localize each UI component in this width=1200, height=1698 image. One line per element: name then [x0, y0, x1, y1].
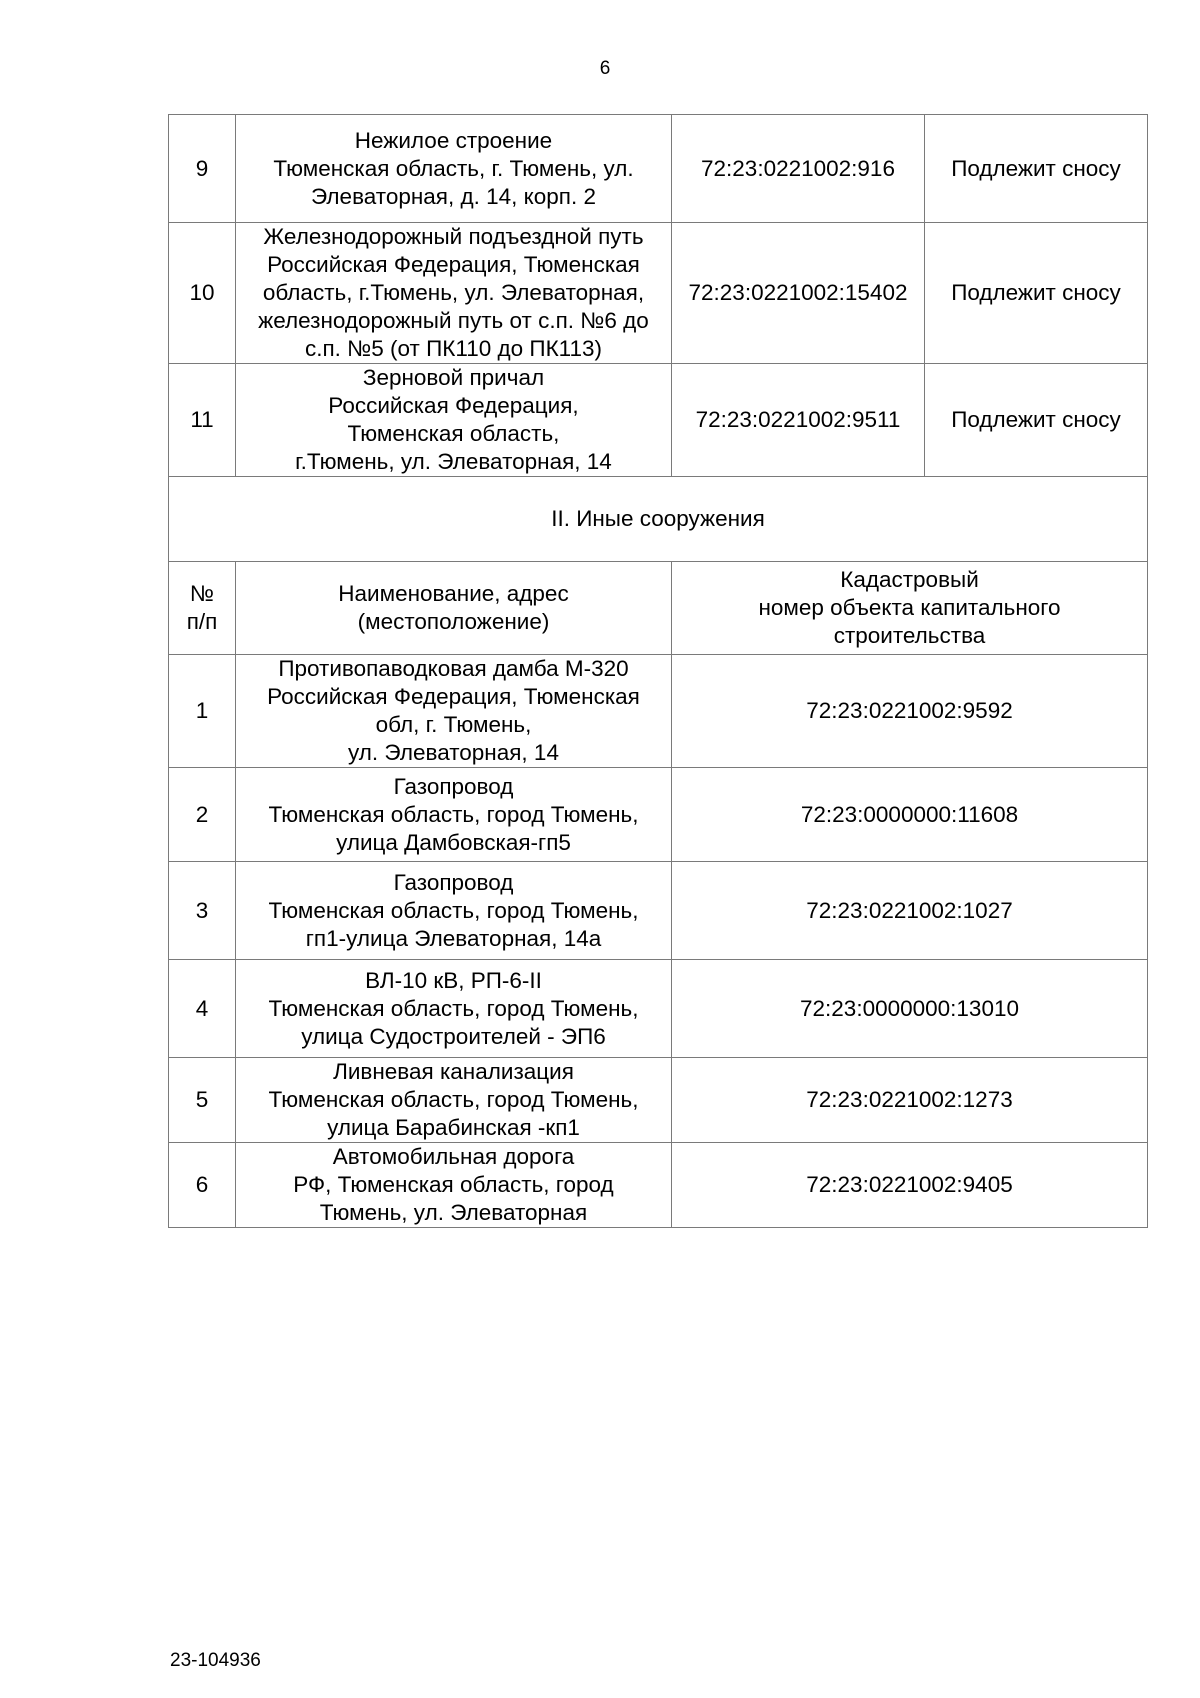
object-status: Подлежит сносу — [925, 364, 1148, 477]
object-name-address: Газопровод Тюменская область, город Тюмень, гп1-улица Элеваторная, 14а — [236, 862, 672, 960]
row-number: 6 — [169, 1143, 236, 1228]
object-name-address: Газопровод Тюменская область, город Тюмень, улица Дамбовская-гп5 — [236, 768, 672, 862]
row-number: 3 — [169, 862, 236, 960]
table-row — [169, 223, 1148, 364]
header-name-address: Наименование, адрес (местоположение) — [236, 562, 672, 655]
object-name-address: Противопаводковая дамба М-320 Российская Федерация, Тюменская обл, г. Тюмень, ул. Элеваторная, 14 — [236, 655, 672, 768]
cadastral-number: 72:23:0221002:9592 — [672, 655, 1148, 768]
cadastral-number: 72:23:0221002:1273 — [672, 1058, 1148, 1143]
table-row — [169, 115, 1148, 223]
row-number: 5 — [169, 1058, 236, 1143]
cadastral-number: 72:23:0221002:9511 — [672, 364, 925, 477]
row-number: 11 — [169, 364, 236, 477]
header-cadastral: Кадастровый номер объекта капитального строительства — [672, 562, 1148, 655]
object-name-address: Ливневая канализация Тюменская область, город Тюмень, улица Барабинская -кп1 — [236, 1058, 672, 1143]
cadastral-number: 72:23:0221002:9405 — [672, 1143, 1148, 1228]
table-row — [169, 364, 1148, 477]
row-number: 2 — [169, 768, 236, 862]
cadastral-number: 72:23:0000000:11608 — [672, 768, 1148, 862]
row-number: 4 — [169, 960, 236, 1058]
table-row — [169, 960, 1148, 1058]
object-name-address: Автомобильная дорога РФ, Тюменская область, город Тюмень, ул. Элеваторная — [236, 1143, 672, 1228]
section-title: II. Иные сооружения — [169, 477, 1148, 562]
cadastral-number: 72:23:0000000:13010 — [672, 960, 1148, 1058]
object-status: Подлежит сносу — [925, 223, 1148, 364]
section-title-row — [169, 477, 1148, 562]
document-code: 23-104936 — [170, 1650, 261, 1671]
object-name-address: ВЛ-10 кВ, РП-6-II Тюменская область, город Тюмень, улица Судостроителей - ЭП6 — [236, 960, 672, 1058]
row-number: 1 — [169, 655, 236, 768]
table-header-row — [169, 562, 1148, 655]
row-number: 10 — [169, 223, 236, 364]
object-status: Подлежит сносу — [925, 115, 1148, 223]
table-row — [169, 862, 1148, 960]
object-name-address: Железнодорожный подъездной путь Российская Федерация, Тюменская область, г.Тюмень, ул. Элеваторная, железнодорожный путь от с.п. №6 до с.п. №5 (от ПК110 до ПК113) — [236, 223, 672, 364]
cadastral-number: 72:23:0221002:1027 — [672, 862, 1148, 960]
table-row — [169, 768, 1148, 862]
object-name-address: Нежилое строение Тюменская область, г. Тюмень, ул. Элеваторная, д. 14, корп. 2 — [236, 115, 672, 223]
objects-table — [168, 114, 1148, 1228]
table-row — [169, 1143, 1148, 1228]
header-number: № п/п — [169, 562, 236, 655]
page-number: 6 — [599, 58, 611, 79]
object-name-address: Зерновой причал Российская Федерация, Тюменская область, г.Тюмень, ул. Элеваторная, 14 — [236, 364, 672, 477]
table-row — [169, 1058, 1148, 1143]
cadastral-number: 72:23:0221002:15402 — [672, 223, 925, 364]
table-row — [169, 655, 1148, 768]
row-number: 9 — [169, 115, 236, 223]
cadastral-number: 72:23:0221002:916 — [672, 115, 925, 223]
